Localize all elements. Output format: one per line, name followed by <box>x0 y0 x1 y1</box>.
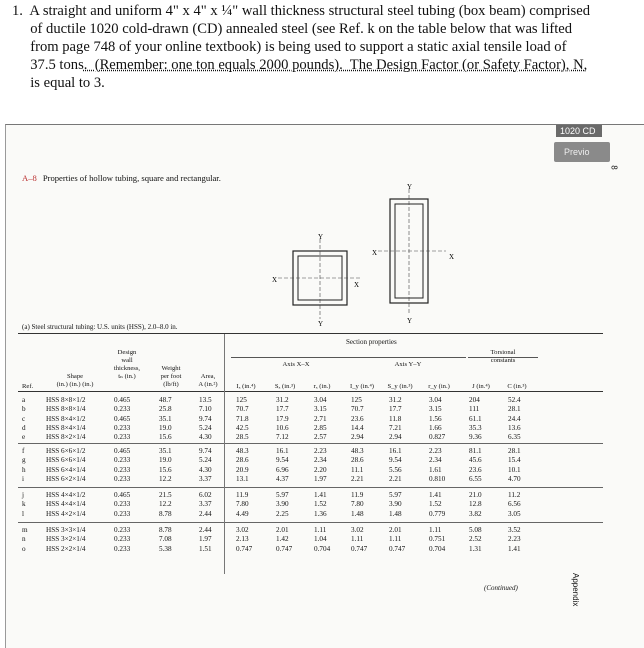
cell-ix: 70.7 <box>236 405 249 414</box>
appendix-margin-label: Appendix <box>571 573 580 607</box>
cell-ix: 20.9 <box>236 465 249 474</box>
cell-ry: 0.810 <box>429 474 446 483</box>
cell-c: 6.35 <box>508 433 521 442</box>
cell-sy: 1.48 <box>389 509 402 518</box>
header-weight: Weight per foot (lb/ft) <box>160 365 182 388</box>
group-rule-3 <box>18 522 603 523</box>
cell-rx: 2.57 <box>314 433 327 442</box>
cell-wall-thickness: 0.233 <box>114 405 131 414</box>
previous-button[interactable]: Previo <box>554 142 610 162</box>
cell-weight: 15.6 <box>159 465 172 474</box>
cell-shape: HSS 3×2×1/4 <box>46 535 86 544</box>
cell-c: 11.2 <box>508 491 521 499</box>
cell-iy: 2.94 <box>351 433 364 442</box>
cell-rx: 2.20 <box>314 465 327 474</box>
cell-ix: 125 <box>236 396 247 404</box>
cell-weight: 12.2 <box>159 500 172 509</box>
cell-ix: 28.6 <box>236 456 249 465</box>
cell-shape: HSS 3×3×1/4 <box>46 526 86 534</box>
cell-ref: l <box>22 509 24 518</box>
cell-wall-thickness: 0.233 <box>114 474 131 483</box>
header-ref: Ref. <box>22 383 34 390</box>
cell-j: 61.1 <box>469 414 482 423</box>
cell-ref: b <box>22 405 26 414</box>
cell-ref: o <box>22 544 26 553</box>
header-bottom-rule <box>18 391 603 392</box>
cell-ix: 0.747 <box>236 544 253 553</box>
cell-iy: 14.4 <box>351 423 364 432</box>
cell-ix: 28.5 <box>236 433 249 442</box>
header-sy: S_y (in.³) <box>387 383 413 390</box>
cell-rx: 2.23 <box>314 447 327 455</box>
cell-ix: 48.3 <box>236 447 249 455</box>
cell-ry: 2.34 <box>429 456 442 465</box>
header-c: C (in.³) <box>507 383 527 390</box>
cell-c: 24.4 <box>508 414 521 423</box>
cell-weight: 8.78 <box>159 509 172 518</box>
table-row <box>18 405 608 414</box>
cell-sy: 9.54 <box>389 456 402 465</box>
header-j: J (in.⁴) <box>472 383 490 390</box>
cell-ry: 2.23 <box>429 447 442 455</box>
cell-sx: 17.9 <box>276 414 289 423</box>
cell-weight: 19.0 <box>159 456 172 465</box>
group-rule-1 <box>18 443 603 444</box>
table-row <box>18 433 608 442</box>
edge-page-number: 8 <box>609 165 619 170</box>
cell-iy: 11.1 <box>351 465 364 474</box>
table-row <box>18 466 608 475</box>
cell-sy: 2.21 <box>389 474 402 483</box>
cell-ry: 0.704 <box>429 544 446 553</box>
cell-shape: HSS 4×2×1/4 <box>46 509 86 518</box>
cell-ry: 1.11 <box>429 526 442 534</box>
cell-weight: 5.38 <box>159 544 172 553</box>
cell-area: 2.44 <box>199 509 212 518</box>
table-row <box>18 396 608 405</box>
cell-sy: 0.747 <box>389 544 406 553</box>
cell-wall-thickness: 0.233 <box>114 500 131 509</box>
header-torsional: Torsional constants <box>490 349 516 364</box>
cell-area: 3.37 <box>199 500 212 509</box>
rect-y-label-bottom: Y <box>407 317 413 325</box>
cell-iy: 70.7 <box>351 405 364 414</box>
table-id: A–8 <box>22 173 37 183</box>
cell-ry: 1.61 <box>429 465 442 474</box>
cell-ix: 42.5 <box>236 423 249 432</box>
cell-c: 13.6 <box>508 423 521 432</box>
cell-ref: j <box>22 491 24 499</box>
cell-rx: 1.11 <box>314 526 327 534</box>
cell-weight: 19.0 <box>159 423 172 432</box>
cell-area: 3.37 <box>199 474 212 483</box>
tubing-cross-section-diagram <box>256 181 486 331</box>
header-shape: Shape (in.) (in.) (in.) <box>56 373 94 388</box>
cell-j: 9.36 <box>469 433 482 442</box>
cell-iy: 7.80 <box>351 500 364 509</box>
question-line-2: of ductile 1020 cold-drawn (CD) annealed steel (see Ref. k on the table below that was lifted <box>12 21 573 37</box>
cell-area: 1.97 <box>199 535 212 544</box>
cell-rx: 1.41 <box>314 491 327 499</box>
table-row <box>18 500 608 509</box>
cell-wall-thickness: 0.233 <box>114 509 131 518</box>
cell-wall-thickness: 0.233 <box>114 544 131 553</box>
header-rx: rₓ (in.) <box>313 383 331 390</box>
cell-shape: HSS 2×2×1/4 <box>46 544 86 553</box>
cell-rx: 1.04 <box>314 535 327 544</box>
cell-c: 6.56 <box>508 500 521 509</box>
cell-c: 4.70 <box>508 474 521 483</box>
cell-sy: 3.90 <box>389 500 402 509</box>
cell-rx: 3.15 <box>314 405 327 414</box>
axis-y-rule <box>348 357 466 358</box>
cell-sy: 16.1 <box>389 447 402 455</box>
cell-c: 3.52 <box>508 526 521 534</box>
cell-ref: g <box>22 456 26 465</box>
cell-ry: 3.04 <box>429 396 442 404</box>
cell-sx: 4.37 <box>276 474 289 483</box>
cell-ry: 3.15 <box>429 405 442 414</box>
cell-sx: 0.747 <box>276 544 293 553</box>
cell-ry: 0.751 <box>429 535 446 544</box>
cell-c: 2.23 <box>508 535 521 544</box>
cell-area: 6.02 <box>199 491 212 499</box>
textbook-scan-image <box>5 124 644 648</box>
square-x-label-right: X <box>354 281 360 289</box>
cell-weight: 35.1 <box>159 447 172 455</box>
cell-area: 2.44 <box>199 526 212 534</box>
cell-iy: 23.6 <box>351 414 364 423</box>
cell-iy: 1.48 <box>351 509 364 518</box>
cell-sx: 2.01 <box>276 526 289 534</box>
cell-area: 5.24 <box>199 456 212 465</box>
cell-weight: 35.1 <box>159 414 172 423</box>
cell-ref: i <box>22 474 24 483</box>
cell-area: 9.74 <box>199 447 212 455</box>
header-design-thickness: Design wall thickness, tₙ (in.) <box>113 349 141 380</box>
cell-ry: 1.41 <box>429 491 442 499</box>
cell-sy: 1.11 <box>389 535 402 544</box>
question-line-4-load: 37.5 tons <box>12 57 84 73</box>
cell-area: 13.5 <box>199 396 212 404</box>
table-row <box>18 526 608 535</box>
cell-weight: 7.08 <box>159 535 172 544</box>
cell-c: 15.4 <box>508 456 521 465</box>
cell-sx: 31.2 <box>276 396 289 404</box>
header-iy: I_y (in.⁴) <box>350 383 374 390</box>
cell-sx: 3.90 <box>276 500 289 509</box>
cell-ix: 4.49 <box>236 509 249 518</box>
cell-wall-thickness: 0.465 <box>114 447 131 455</box>
cell-wall-thickness: 0.465 <box>114 396 131 404</box>
cell-sy: 2.94 <box>389 433 402 442</box>
cell-shape: HSS 4×4×1/4 <box>46 500 86 509</box>
cell-ix: 3.02 <box>236 526 249 534</box>
cell-ref: n <box>22 535 26 544</box>
table-row <box>18 510 608 519</box>
rectangular-tube-section <box>372 183 454 325</box>
table-row <box>18 447 608 456</box>
cell-sx: 7.12 <box>276 433 289 442</box>
cell-c: 10.1 <box>508 465 521 474</box>
table-row <box>18 424 608 433</box>
cell-ref: d <box>22 423 26 432</box>
cell-wall-thickness: 0.233 <box>114 423 131 432</box>
cell-rx: 3.04 <box>314 396 327 404</box>
rect-y-label-top: Y <box>407 183 413 191</box>
cell-iy: 0.747 <box>351 544 368 553</box>
cell-weight: 48.7 <box>159 396 172 404</box>
cell-shape: HSS 8×4×1/2 <box>46 414 86 423</box>
cell-sx: 16.1 <box>276 447 289 455</box>
reference-tag: 1020 CD <box>556 125 602 137</box>
table-row <box>18 475 608 484</box>
cell-ix: 71.8 <box>236 414 249 423</box>
cell-weight: 12.2 <box>159 474 172 483</box>
cell-j: 2.52 <box>469 535 482 544</box>
square-y-label-bottom: Y <box>318 320 324 328</box>
cell-c: 1.41 <box>508 544 521 553</box>
cell-rx: 2.71 <box>314 414 327 423</box>
cell-rx: 1.52 <box>314 500 327 509</box>
table-title-text: Properties of hollow tubing, square and rectangular. <box>42 173 221 183</box>
cell-area: 5.24 <box>199 423 212 432</box>
cell-shape: HSS 6×4×1/4 <box>46 465 86 474</box>
cell-shape: HSS 4×4×1/2 <box>46 491 86 499</box>
cell-j: 204 <box>469 396 480 404</box>
cell-wall-thickness: 0.465 <box>114 491 131 499</box>
cell-wall-thickness: 0.233 <box>114 456 131 465</box>
cell-area: 7.10 <box>199 405 212 414</box>
table-row <box>18 415 608 424</box>
cell-j: 81.1 <box>469 447 482 455</box>
header-area: Area, A (in.²) <box>198 373 218 388</box>
table-subtitle: (a) Steel structural tubing: U.S. units (HSS), 2.0–8.0 in. <box>22 323 178 331</box>
cell-j: 23.6 <box>469 465 482 474</box>
question-line-4-rest: . (Remember: one ton equals 2000 pounds). The Design Factor (or Safety Factor), N, <box>83 57 588 73</box>
table-row <box>18 456 608 465</box>
cell-ref: a <box>22 396 26 404</box>
cell-wall-thickness: 0.233 <box>114 433 131 442</box>
cell-weight: 15.6 <box>159 433 172 442</box>
rect-x-label-left: X <box>372 249 378 257</box>
axis-x-rule <box>231 357 355 358</box>
cell-j: 5.08 <box>469 526 482 534</box>
cell-sx: 9.54 <box>276 456 289 465</box>
cell-ref: e <box>22 433 26 442</box>
table-row <box>18 491 608 500</box>
cell-sx: 17.7 <box>276 405 289 414</box>
cell-c: 52.4 <box>508 396 521 404</box>
cell-rx: 1.36 <box>314 509 327 518</box>
cell-sy: 31.2 <box>389 396 402 404</box>
cell-ix: 2.13 <box>236 535 249 544</box>
continued-note: (Continued) <box>484 584 518 592</box>
cell-area: 4.30 <box>199 465 212 474</box>
cell-shape: HSS 8×8×1/2 <box>46 396 86 404</box>
cell-iy: 3.02 <box>351 526 364 534</box>
cell-sy: 7.21 <box>389 423 402 432</box>
cell-iy: 48.3 <box>351 447 364 455</box>
cell-j: 111 <box>469 405 480 414</box>
cell-sx: 2.25 <box>276 509 289 518</box>
cell-ix: 13.1 <box>236 474 249 483</box>
cell-sx: 10.6 <box>276 423 289 432</box>
square-y-label-top: Y <box>318 233 324 241</box>
cell-rx: 2.85 <box>314 423 327 432</box>
cell-ref: f <box>22 447 25 455</box>
table-row <box>18 535 608 544</box>
cell-wall-thickness: 0.233 <box>114 465 131 474</box>
cell-shape: HSS 6×6×1/4 <box>46 456 86 465</box>
cell-iy: 2.21 <box>351 474 364 483</box>
cell-ry: 1.52 <box>429 500 442 509</box>
cell-area: 9.74 <box>199 414 212 423</box>
cell-iy: 11.9 <box>351 491 364 499</box>
cell-c: 28.1 <box>508 405 521 414</box>
cell-wall-thickness: 0.233 <box>114 526 131 534</box>
table-title <box>22 173 221 183</box>
question-line-5: is equal to 3. <box>12 75 105 91</box>
cell-area: 1.51 <box>199 544 212 553</box>
cell-ref: h <box>22 465 26 474</box>
cell-shape: HSS 8×2×1/4 <box>46 433 86 442</box>
cell-sx: 6.96 <box>276 465 289 474</box>
cell-ix: 11.9 <box>236 491 249 499</box>
square-tube-section <box>272 233 362 328</box>
cell-sy: 17.7 <box>389 405 402 414</box>
cell-ry: 0.827 <box>429 433 446 442</box>
cell-sy: 11.8 <box>389 414 402 423</box>
cell-ref: m <box>22 526 28 534</box>
cell-j: 35.3 <box>469 423 482 432</box>
cell-j: 12.8 <box>469 500 482 509</box>
cell-sx: 1.42 <box>276 535 289 544</box>
cell-j: 45.6 <box>469 456 482 465</box>
header-axis-y: Axis Y–Y <box>394 361 422 368</box>
cell-weight: 21.5 <box>159 491 172 499</box>
question-line-1: 1. A straight and uniform 4" x 4" x ¼" wall thickness structural steel tubing (box beam) comprised <box>12 3 591 19</box>
cell-rx: 0.704 <box>314 544 331 553</box>
question-line-3: from page 748 of your online textbook) is being used to support a static axial tensile load of <box>12 39 567 55</box>
cell-c: 28.1 <box>508 447 521 455</box>
cell-j: 1.31 <box>469 544 482 553</box>
header-ix: Iₓ (in.⁴) <box>236 383 256 390</box>
group-rule-2 <box>18 487 603 488</box>
cell-shape: HSS 8×8×1/4 <box>46 405 86 414</box>
cell-rx: 2.34 <box>314 456 327 465</box>
cell-j: 21.0 <box>469 491 482 499</box>
cell-ry: 0.779 <box>429 509 446 518</box>
rect-x-label-right: X <box>449 253 455 261</box>
cell-wall-thickness: 0.233 <box>114 535 131 544</box>
cell-iy: 125 <box>351 396 362 404</box>
header-axis-x: Axis X–X <box>282 361 310 368</box>
cell-sx: 5.97 <box>276 491 289 499</box>
header-ry: r_y (in.) <box>428 383 450 390</box>
table-top-rule <box>18 333 603 334</box>
cell-ref: k <box>22 500 26 509</box>
cell-sy: 2.01 <box>389 526 402 534</box>
cell-area: 4.30 <box>199 433 212 442</box>
cell-shape: HSS 6×2×1/4 <box>46 474 86 483</box>
cell-ix: 7.80 <box>236 500 249 509</box>
header-sx: Sₓ (in.³) <box>274 383 296 390</box>
cell-wall-thickness: 0.465 <box>114 414 131 423</box>
cell-iy: 28.6 <box>351 456 364 465</box>
cell-ry: 1.66 <box>429 423 442 432</box>
cell-weight: 8.78 <box>159 526 172 534</box>
table-row <box>18 545 608 554</box>
cell-shape: HSS 6×6×1/2 <box>46 447 86 455</box>
cell-iy: 1.11 <box>351 535 364 544</box>
square-x-label-left: X <box>272 276 278 284</box>
cell-ref: c <box>22 414 26 423</box>
cell-ry: 1.56 <box>429 414 442 423</box>
cell-sy: 5.97 <box>389 491 402 499</box>
section-properties-heading: Section properties <box>346 338 397 346</box>
cell-j: 6.55 <box>469 474 482 483</box>
question-text <box>12 2 644 92</box>
cell-j: 3.82 <box>469 509 482 518</box>
cell-shape: HSS 8×4×1/4 <box>46 423 86 432</box>
cell-c: 3.05 <box>508 509 521 518</box>
cell-sy: 5.56 <box>389 465 402 474</box>
cell-weight: 25.8 <box>159 405 172 414</box>
cell-rx: 1.97 <box>314 474 327 483</box>
